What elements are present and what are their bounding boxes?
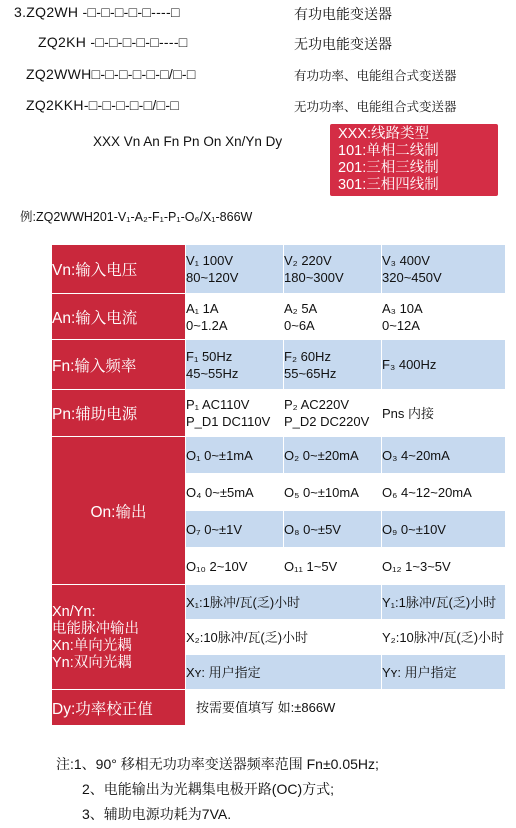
row-header-dy: Dy:功率校正值 [52,690,186,726]
row-header-pn: Pn:辅助电源 [52,390,186,437]
model-desc: 有功电能变送器 [294,6,392,22]
note-item: 2、电能输出为光耦集电极开路(OC)方式; [82,781,334,797]
legend-item: 101:单相二线制 [338,143,439,159]
model-desc: 有功功率、电能组合式变送器 [294,69,457,83]
cell-x2: X₂:10脉冲/瓦(乏)小时 [186,620,382,655]
cell-y1: Y₁:1脉冲/瓦(乏)小时 [382,585,506,620]
cell-yy: Yʏ: 用户指定 [382,655,506,690]
cell-p1: P₁ AC110V P_D1 DC110V [186,390,284,437]
cell-xy: Xʏ: 用户指定 [186,655,382,690]
row-header-on: On:输出 [52,437,186,585]
code-labels: XXX Vn An Fn Pn On Xn/Yn Dy [93,134,283,149]
legend-title: XXX:线路类型 [338,126,430,142]
line-type-legend [330,124,498,196]
notes [56,752,379,827]
cell-pns: Pns 内接 [382,390,506,437]
cell-v3: V₃ 400V 320~450V [382,245,506,294]
cell-f1: F₁ 50Hz 45~55Hz [186,340,284,390]
model-code: ZQ2KH -□-□-□-□-□----□ [38,34,188,50]
cell-a2: A₂ 5A 0~6A [284,294,382,340]
table-row [52,340,506,390]
row-header-an: An:输入电流 [52,294,186,340]
table-row [52,585,506,620]
model-code: ZQ2KKH-□-□-□-□-□/□-□ [26,97,180,113]
cell-f2: F₂ 60Hz 55~65Hz [284,340,382,390]
cell-o5: O₅ 0~±10mA [284,474,382,511]
cell-p2: P₂ AC220V P_D2 DC220V [284,390,382,437]
cell-o2: O₂ 0~±20mA [284,437,382,474]
cell-dy: 按需要值填写 如:±866W [186,690,506,726]
table-row [52,390,506,437]
note-item: 3、辅助电源功耗为7VA. [82,806,232,822]
model-code: 3.ZQ2WH -□-□-□-□-□----□ [14,4,180,20]
spec-table [51,244,506,726]
row-header-vn: Vn:输入电压 [52,245,186,294]
cell-o9: O₉ 0~±10V [382,511,506,548]
cell-o8: O₈ 0~±5V [284,511,382,548]
model-code: ZQ2WWH□-□-□-□-□-□/□-□ [26,66,196,82]
cell-o7: O₇ 0~±1V [186,511,284,548]
cell-o11: O₁₁ 1~5V [284,548,382,585]
table-row [52,245,506,294]
cell-a3: A₃ 10A 0~12A [382,294,506,340]
table-row [52,690,506,726]
cell-o10: O₁₀ 2~10V [186,548,284,585]
cell-v1: V₁ 100V 80~120V [186,245,284,294]
cell-o1: O₁ 0~±1mA [186,437,284,474]
model-desc: 无功电能变送器 [294,36,392,52]
table-row [52,437,506,474]
row-header-xy: Xn/Yn: 电能脉冲输出 Xn:单向光耦 Yn:双向光耦 [52,585,186,690]
cell-f3: F₃ 400Hz [382,340,506,390]
row-header-fn: Fn:输入频率 [52,340,186,390]
cell-x1: X₁:1脉冲/瓦(乏)小时 [186,585,382,620]
cell-v2: V₂ 220V 180~300V [284,245,382,294]
model-desc: 无功功率、电能组合式变送器 [294,100,457,114]
note-item: 注:1、90° 移相无功功率变送器频率范围 Fn±0.05Hz; [56,756,379,772]
example-model: 例:ZQ2WWH201-V₁-A₂-F₁-P₁-O₆/X₁-866W [20,210,253,224]
cell-y2: Y₂:10脉冲/瓦(乏)小时 [382,620,506,655]
legend-item: 301:三相四线制 [338,177,439,193]
cell-a1: A₁ 1A 0~1.2A [186,294,284,340]
cell-o6: O₆ 4~12~20mA [382,474,506,511]
legend-item: 201:三相三线制 [338,160,439,176]
table-row [52,294,506,340]
cell-o4: O₄ 0~±5mA [186,474,284,511]
cell-o12: O₁₂ 1~3~5V [382,548,506,585]
cell-o3: O₃ 4~20mA [382,437,506,474]
